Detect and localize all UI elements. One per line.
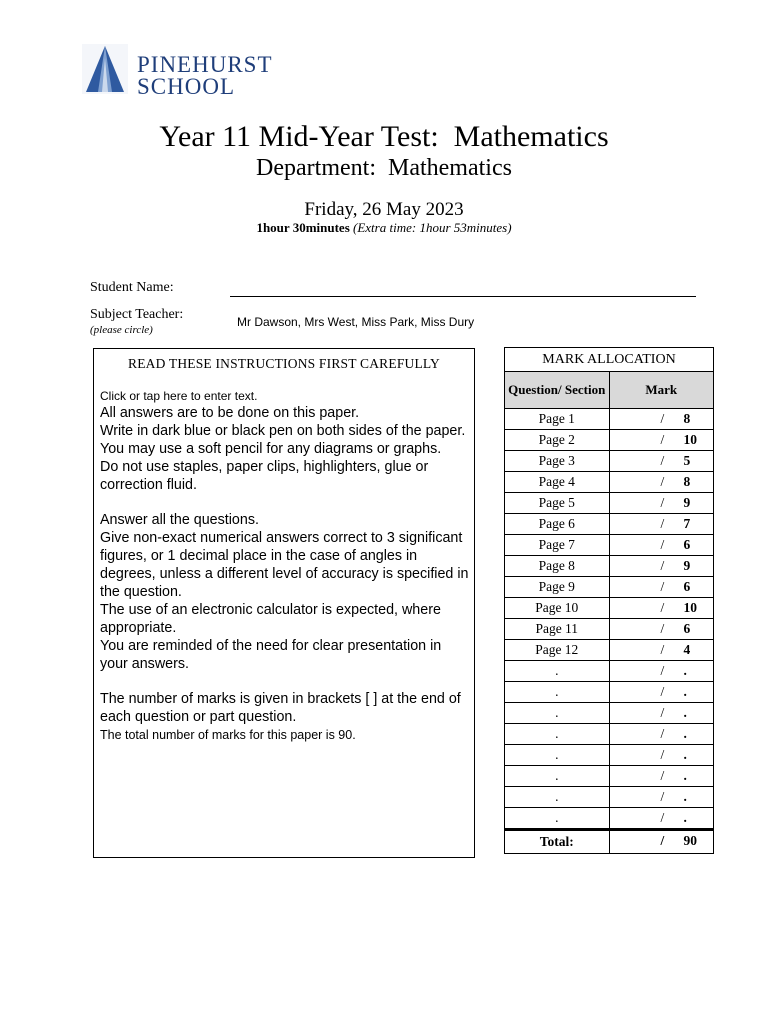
mark-row-section: Page 7 bbox=[505, 535, 610, 556]
mark-row bbox=[505, 787, 714, 808]
instruction-line: Write in dark blue or black pen on both sides of the paper. bbox=[100, 422, 466, 439]
mark-row-score-cell[interactable] bbox=[609, 514, 714, 535]
mark-row-max: . bbox=[683, 768, 687, 783]
mark-row-section: Page 8 bbox=[505, 556, 610, 577]
mark-row-score-cell[interactable] bbox=[609, 682, 714, 703]
mark-row-max: 8 bbox=[683, 411, 691, 426]
mark-row-sep: / bbox=[660, 684, 665, 699]
mark-row-max: 9 bbox=[683, 495, 691, 510]
mark-row-max: . bbox=[683, 663, 687, 678]
mark-row-sep: / bbox=[660, 747, 665, 762]
mark-row bbox=[505, 598, 714, 619]
subject-teacher-label: Subject Teacher: bbox=[90, 307, 184, 322]
mark-row-sep: / bbox=[660, 810, 665, 825]
mark-row-section: . bbox=[505, 787, 610, 808]
mark-row-max: . bbox=[683, 747, 687, 762]
instructions-box bbox=[93, 348, 475, 858]
mark-row-max: . bbox=[683, 789, 687, 804]
total-sep: / bbox=[660, 833, 665, 848]
mark-row-section: Page 3 bbox=[505, 451, 610, 472]
mark-row-max: 6 bbox=[683, 621, 691, 636]
mark-row-section: Page 11 bbox=[505, 619, 610, 640]
mark-row-max: 10 bbox=[683, 600, 697, 615]
instruction-line: Do not use staples, paper clips, highlighters, glue or correction fluid. bbox=[100, 458, 429, 493]
mark-row-sep: / bbox=[660, 726, 665, 741]
mark-row-score-cell[interactable] bbox=[609, 409, 714, 430]
mark-row-max: . bbox=[683, 810, 687, 825]
mark-row bbox=[505, 808, 714, 830]
mark-row-max: 5 bbox=[683, 453, 691, 468]
question-section-header: Question/ Section bbox=[505, 372, 610, 409]
mark-row bbox=[505, 661, 714, 682]
total-label: Total: bbox=[505, 830, 610, 854]
mark-row-score-cell[interactable] bbox=[609, 745, 714, 766]
instruction-line: Answer all the questions. bbox=[100, 512, 259, 529]
mark-row-score-cell[interactable] bbox=[609, 493, 714, 514]
mark-row-section: . bbox=[505, 661, 610, 682]
mark-row bbox=[505, 745, 714, 766]
instructions-heading: READ THESE INSTRUCTIONS FIRST CAREFULLY bbox=[128, 356, 440, 371]
mark-row-sep: / bbox=[660, 789, 665, 804]
mark-row bbox=[505, 724, 714, 745]
mark-row-sep: / bbox=[660, 432, 665, 447]
mark-row-sep: / bbox=[660, 495, 665, 510]
extra-time-text: (Extra time: 1hour 53minutes) bbox=[353, 220, 512, 235]
mark-row-max: 7 bbox=[683, 516, 691, 531]
mark-row-score-cell[interactable] bbox=[609, 661, 714, 682]
school-logo bbox=[82, 44, 282, 98]
please-circle-note: (please circle) bbox=[90, 324, 153, 336]
student-name-label: Student Name: bbox=[90, 280, 174, 295]
department: Department: Mathematics bbox=[256, 155, 512, 181]
mark-row-sep: / bbox=[660, 516, 665, 531]
exam-duration bbox=[0, 220, 768, 236]
mark-row-section: Page 5 bbox=[505, 493, 610, 514]
mark-row-max: . bbox=[683, 705, 687, 720]
mark-row-score-cell[interactable] bbox=[609, 724, 714, 745]
mark-row-score-cell[interactable] bbox=[609, 472, 714, 493]
mark-row-section: . bbox=[505, 724, 610, 745]
mark-row bbox=[505, 703, 714, 724]
mark-row-sep: / bbox=[660, 537, 665, 552]
mark-row bbox=[505, 451, 714, 472]
mark-row-score-cell[interactable] bbox=[609, 577, 714, 598]
school-name-line2: SCHOOL bbox=[137, 74, 236, 99]
mark-row-score-cell[interactable] bbox=[609, 766, 714, 787]
mark-row-sep: / bbox=[660, 705, 665, 720]
mark-row bbox=[505, 472, 714, 493]
mark-header: Mark bbox=[609, 372, 714, 409]
mark-allocation-table bbox=[504, 347, 714, 854]
mark-row bbox=[505, 619, 714, 640]
mark-row-max: 6 bbox=[683, 537, 691, 552]
mark-row-section: Page 1 bbox=[505, 409, 610, 430]
mark-row-section: . bbox=[505, 703, 610, 724]
mark-row-sep: / bbox=[660, 621, 665, 636]
mark-row-sep: / bbox=[660, 663, 665, 678]
mark-row-sep: / bbox=[660, 768, 665, 783]
mark-row bbox=[505, 577, 714, 598]
mark-row-score-cell[interactable] bbox=[609, 703, 714, 724]
mark-row-section: . bbox=[505, 682, 610, 703]
mark-row-max: . bbox=[683, 726, 687, 741]
mark-row bbox=[505, 766, 714, 787]
mark-row-section: Page 10 bbox=[505, 598, 610, 619]
mark-row-section: . bbox=[505, 766, 610, 787]
exam-date: Friday, 26 May 2023 bbox=[304, 199, 464, 220]
instruction-line: All answers are to be done on this paper. bbox=[100, 405, 360, 421]
teacher-options[interactable]: Mr Dawson, Mrs West, Miss Park, Miss Dury bbox=[237, 315, 475, 329]
instruction-line: The number of marks is given in brackets [ ] at the end of each question or part question. bbox=[100, 691, 461, 726]
mark-row-section: Page 9 bbox=[505, 577, 610, 598]
mark-row-sep: / bbox=[660, 642, 665, 657]
mark-row-section: Page 12 bbox=[505, 640, 610, 661]
mark-row-score-cell[interactable] bbox=[609, 430, 714, 451]
instruction-line: The use of an electronic calculator is expected, where appropriate. bbox=[100, 601, 441, 636]
pine-tree-logo-icon bbox=[82, 44, 128, 94]
mark-row-section: Page 4 bbox=[505, 472, 610, 493]
mark-row-sep: / bbox=[660, 579, 665, 594]
mark-row-score-cell[interactable] bbox=[609, 808, 714, 830]
mark-row-section: Page 2 bbox=[505, 430, 610, 451]
mark-row-max: 9 bbox=[683, 558, 691, 573]
text-entry-placeholder[interactable]: Click or tap here to enter text. bbox=[100, 389, 258, 403]
duration-text: 1hour 30minutes bbox=[256, 220, 350, 235]
total-mark-cell[interactable] bbox=[609, 830, 714, 854]
student-name-field[interactable] bbox=[230, 296, 696, 297]
mark-row-sep: / bbox=[660, 474, 665, 489]
mark-row-score-cell[interactable] bbox=[609, 535, 714, 556]
mark-row bbox=[505, 493, 714, 514]
mark-row bbox=[505, 409, 714, 430]
mark-row-section: . bbox=[505, 808, 610, 830]
school-name-line1: PINEHURST bbox=[137, 52, 273, 77]
instructions-body bbox=[100, 405, 470, 744]
mark-row-max: 8 bbox=[683, 474, 691, 489]
mark-row-score-cell[interactable] bbox=[609, 619, 714, 640]
mark-row-score-cell[interactable] bbox=[609, 787, 714, 808]
mark-row bbox=[505, 535, 714, 556]
mark-row bbox=[505, 682, 714, 703]
mark-row-score-cell[interactable] bbox=[609, 640, 714, 661]
total-value: 90 bbox=[683, 833, 697, 848]
mark-row-max: . bbox=[683, 684, 687, 699]
mark-row-max: 4 bbox=[683, 642, 691, 657]
mark-row-score-cell[interactable] bbox=[609, 451, 714, 472]
mark-row bbox=[505, 556, 714, 577]
mark-allocation-caption: MARK ALLOCATION bbox=[505, 348, 714, 372]
mark-row bbox=[505, 640, 714, 661]
instruction-line: Give non-exact numerical answers correct to 3 significant figures, or 1 decimal place in the case of angles in degrees, unless a different level of accuracy is specified in the question. bbox=[100, 530, 469, 601]
mark-row bbox=[505, 430, 714, 451]
mark-row-sep: / bbox=[660, 600, 665, 615]
mark-row-section: Page 6 bbox=[505, 514, 610, 535]
instruction-line: The total number of marks for this paper is 90. bbox=[100, 728, 356, 743]
mark-row-sep: / bbox=[660, 558, 665, 573]
exam-title: Year 11 Mid-Year Test: Mathematics bbox=[159, 120, 609, 153]
instruction-line: You are reminded of the need for clear presentation in your answers. bbox=[100, 637, 442, 672]
mark-row bbox=[505, 514, 714, 535]
mark-row-section: . bbox=[505, 745, 610, 766]
mark-row-sep: / bbox=[660, 411, 665, 426]
mark-row-score-cell[interactable] bbox=[609, 556, 714, 577]
mark-row-sep: / bbox=[660, 453, 665, 468]
instruction-line: You may use a soft pencil for any diagrams or graphs. bbox=[100, 440, 442, 457]
mark-row-max: 10 bbox=[683, 432, 697, 447]
mark-row-max: 6 bbox=[683, 579, 691, 594]
mark-row-score-cell[interactable] bbox=[609, 598, 714, 619]
